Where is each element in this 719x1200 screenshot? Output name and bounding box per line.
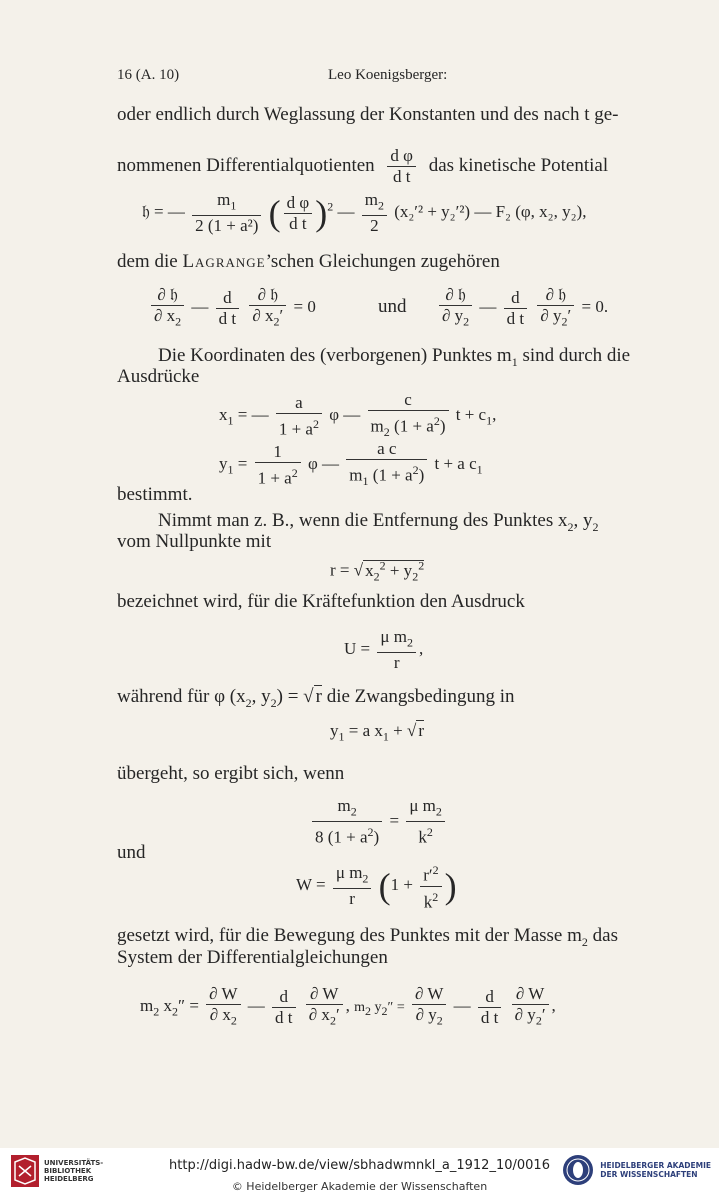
running-head: Leo Koenigsberger: — [328, 67, 448, 83]
text-line: Nimmt man z. B., wenn die Entfernung des Punktes $x_2$, $y_2$ — [158, 510, 599, 534]
academy-seal-icon — [562, 1154, 594, 1186]
footer-bar — [0, 1148, 719, 1200]
text-und: und — [378, 296, 407, 317]
text-line: System der Differentialgleichungen — [117, 947, 388, 968]
equation-U: U = $\frac{\mu m_2}{r}$ , — [344, 627, 424, 673]
equation-k: $\frac{m_2}{8 (1 + a^2)}$ = $\frac{\mu m_2}{k^2}$ — [309, 796, 448, 848]
text-line: während für φ ($x_2$, $y_2$) = √ r die Zwangsbedingung in — [117, 686, 515, 710]
text-und: und — [117, 842, 146, 863]
text-line: gesetzt wird, für die Bewegung des Punktes mit der Masse $m_2$ das — [117, 925, 618, 949]
text-line: nommenen Differentialquotienten $\frac{\text{d φ}}{\text{d t}}$ das kinetische Potential — [117, 146, 609, 186]
equation-lagrange-x: $\frac{\text{∂ 𝔥}}{\partial x_2}$ — $\frac{d}{\text{d t}}$ $\frac{\text{∂ 𝔥}}{\partial x_2'}$ = 0 — [148, 285, 316, 331]
academy-logo: HEIDELBERGER AKADEMIE DER WISSENSCHAFTEN — [562, 1154, 711, 1186]
text-line: Die Koordinaten des (verborgenen) Punktes $m_1$ sind durch die — [158, 345, 631, 369]
page-number: 16 (A. 10) — [117, 67, 180, 83]
text-line: bestimmt. — [117, 484, 193, 505]
text-line: vom Nullpunkte mit — [117, 531, 272, 552]
text-line: bezeichnet wird, für die Kräftefunktion den Ausdruck — [117, 591, 525, 612]
equation-x1: $x_1$ = — $\frac{a}{1 + a^2}$ φ — $\frac{c}{m_2 (1 + a^2)}$ $t + c_1$, — [219, 390, 497, 440]
copyright: © Heidelberger Akademie der Wissenschaften — [231, 1180, 488, 1193]
equation-hamilton: 𝔥 = — $\frac{m_1}{\text{2 (1 + a²)}}$ ( $\frac{\text{d φ}}{\text{d t}}$ )$^2$ — $\frac{m_2}{2}$ (x₂′² + y₂′²) — F₂ (φ, x₂, y₂), — [142, 190, 587, 236]
equation-lagrange-y: $\frac{\text{∂ 𝔥}}{\partial y_2}$ — $\frac{d}{\text{d t}}$ $\frac{\text{∂ 𝔥}}{\partial y_2'}$ = 0. — [436, 285, 608, 331]
text-line: übergeht, so ergibt sich, wenn — [117, 763, 345, 784]
text-line: oder endlich durch Weglassung der Konstanten und des nach t ge- — [117, 104, 619, 125]
equation-motion: $m_2$ $x_2''$ = $\frac{\partial W}{\partial x_2}$ — $\frac{d}{\text{d t}}$ $\frac{\partial W}{\partial x_2'}$ , $m_2$ $y_2''$ = $\frac{\partial W}{\partial y_2}$ — $\frac{d}{\text{d t}}$ $\frac{\partial W}{\partial y_2'}$ , — [140, 984, 556, 1028]
equation-y1-ax: $y_1 = a$ $x_1$ + √ r — [330, 721, 424, 744]
text-line: Ausdrücke — [117, 366, 200, 387]
source-url[interactable]: http://digi.hadw-bw.de/view/sbhadwmnkl_a_1912_10/0016 — [169, 1158, 550, 1173]
equation-y1: $y_1$ = $\frac{1}{1 + a^2}$ φ — $\frac{\text{a c}}{m_1 (1 + a^2)}$ t + a $c_1$ — [219, 439, 483, 489]
equation-r: r = √ $x_2^2 + y_2^2$ — [330, 558, 425, 584]
equation-W: W = $\frac{\mu m_2}{r}$ (1 + $\frac{r'^2}{k^2}$ ) — [296, 860, 457, 912]
university-logo: UNIVERSITÄTS- BIBLIOTHEK HEIDELBERG — [10, 1154, 103, 1188]
text-line: dem die Lagrange’schen Gleichungen zugehören — [117, 251, 500, 272]
